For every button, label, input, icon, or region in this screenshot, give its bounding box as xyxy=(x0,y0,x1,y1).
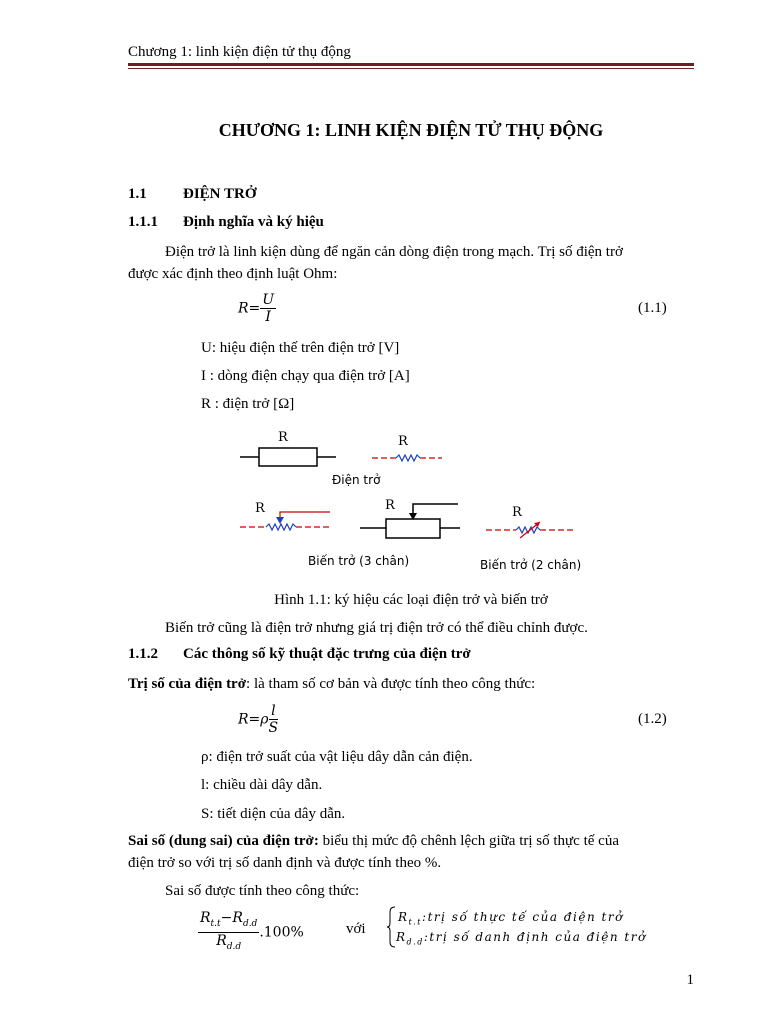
term-bold: Sai số (dung sai) của điện trở: xyxy=(128,833,319,849)
subscript: d.d xyxy=(226,941,242,952)
paragraph xyxy=(128,673,535,695)
wiper-wire xyxy=(413,504,458,517)
equation-fraction xyxy=(269,703,279,736)
definition-line: U: hiệu điện thế trên điện trở [V] xyxy=(201,340,400,356)
wiper-arrow-icon xyxy=(276,517,284,524)
symbol-r: R xyxy=(398,910,409,924)
potentiometer-zigzag-symbol xyxy=(266,524,296,530)
equation-lhs: R= xyxy=(238,300,261,317)
potentiometer-box-symbol xyxy=(386,519,440,538)
label-r: R xyxy=(255,501,265,516)
label-r: R xyxy=(385,498,395,513)
symbol-r: R xyxy=(232,910,243,926)
equation-lhs: R=ρ xyxy=(238,711,269,728)
equation-number: (1.1) xyxy=(638,300,667,316)
equation-fraction xyxy=(260,292,276,325)
brace-definition-line xyxy=(396,927,647,952)
section-title: ĐIỆN TRỞ xyxy=(183,186,257,202)
paragraph-line: Điện trở là linh kiện dùng để ngăn cản dòng điện trong mạch. Trị số điện trở xyxy=(165,244,623,260)
running-header: Chương 1: linh kiện điện tử thụ động xyxy=(128,44,351,60)
section-heading-1-1 xyxy=(128,186,257,203)
section-title: Các thông số kỹ thuật đặc trưng của điện trở xyxy=(183,646,471,662)
wiper-wire xyxy=(280,512,330,520)
section-title: Định nghĩa và ký hiệu xyxy=(183,214,324,230)
section-number: 1.1 xyxy=(128,186,147,202)
resistor-box-symbol xyxy=(259,448,317,466)
symbol-r: R xyxy=(396,930,407,944)
label-r: R xyxy=(278,430,288,445)
subscript: d.d xyxy=(406,937,424,947)
paragraph-line: được xác định theo định luật Ohm: xyxy=(128,266,338,282)
section-number: 1.1.1 xyxy=(128,214,158,230)
equation-fraction xyxy=(198,910,259,955)
equation-factor: .100% xyxy=(259,924,304,941)
subscript: t.t xyxy=(408,917,423,927)
fraction-denominator: S xyxy=(268,720,279,736)
definition-line: l: chiều dài dây dẫn. xyxy=(201,777,323,793)
header-rule-thin xyxy=(128,68,694,69)
term-bold: Trị số của điện trở xyxy=(128,676,247,692)
left-brace-icon xyxy=(386,906,396,948)
definition-text: :trị số danh định của điện trở xyxy=(423,930,647,944)
equation-number: (1.2) xyxy=(638,711,667,727)
term-description: : là tham số cơ bản và được tính theo công thức: xyxy=(246,676,536,692)
subscript: t.t xyxy=(210,918,221,929)
symbol-r: R xyxy=(216,932,227,949)
term-description: biểu thị mức độ chênh lệch giữa trị số thực tế của xyxy=(318,833,619,849)
resistor-zigzag-symbol xyxy=(396,455,420,461)
section-heading-1-1-2 xyxy=(128,646,471,663)
header-rule-thick xyxy=(128,63,694,66)
label-r: R xyxy=(512,505,522,520)
definition-line: I : dòng điện chạy qua điện trở [A] xyxy=(201,368,410,384)
definition-line: R : điện trở [Ω] xyxy=(201,396,295,412)
paragraph: Sai số được tính theo công thức: xyxy=(165,883,360,899)
figure-caption: Hình 1.1: ký hiệu các loại điện trở và biến trở xyxy=(274,592,548,608)
definition-line: ρ: điện trở suất của vật liệu dây dẫn cản điện. xyxy=(201,749,473,765)
label-bien-tro-2: Biến trở (2 chân) xyxy=(480,558,582,572)
equation-ohm xyxy=(238,292,276,325)
definition-text: :trị số thực tế của điện trở xyxy=(422,910,624,924)
minus-sign: − xyxy=(220,910,233,926)
fraction-denominator xyxy=(198,933,259,955)
section-number: 1.1.2 xyxy=(128,646,158,662)
label-dien-tro: Điện trở xyxy=(332,473,381,487)
fraction-numerator xyxy=(198,910,259,933)
section-heading-1-1-1 xyxy=(128,214,324,231)
label-r: R xyxy=(398,434,408,449)
fraction-numerator: l xyxy=(269,703,279,720)
chapter-title: CHƯƠNG 1: LINH KIỆN ĐIỆN TỬ THỤ ĐỘNG xyxy=(218,120,604,140)
page-number: 1 xyxy=(686,972,694,988)
equation-tolerance xyxy=(198,910,304,955)
subscript: d.d xyxy=(242,918,258,929)
paragraph: Biến trở cũng là điện trở nhưng giá trị điện trở có thể điều chỉnh được. xyxy=(165,620,588,636)
equation-resistivity xyxy=(238,703,278,736)
fraction-denominator: I xyxy=(265,309,271,325)
fraction-numerator: U xyxy=(262,292,275,308)
definition-line: S: tiết diện của dây dẫn. xyxy=(201,806,346,822)
paragraph xyxy=(128,830,694,852)
paragraph-line: điện trở so với trị số danh định và được tính theo %. xyxy=(128,855,442,871)
resistor-symbols-figure xyxy=(230,424,590,582)
symbol-r: R xyxy=(200,910,211,926)
with-label: với xyxy=(346,921,366,937)
label-bien-tro-3: Biến trở (3 chân) xyxy=(308,554,410,568)
